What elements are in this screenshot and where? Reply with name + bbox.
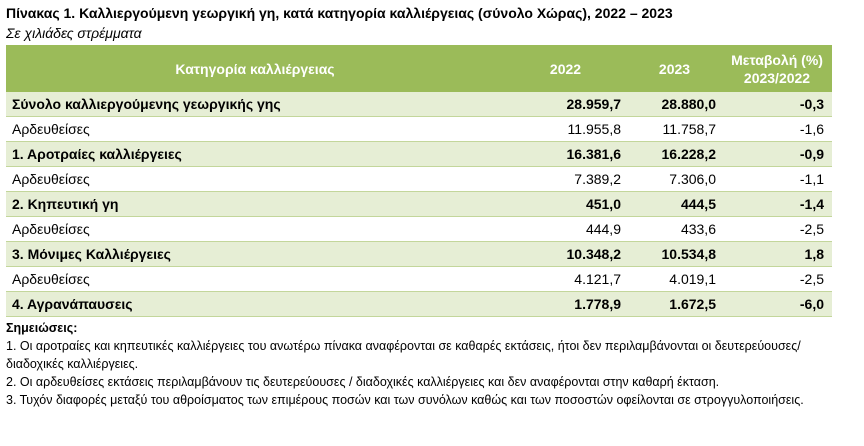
cell-2023: 10.534,8 [627, 242, 722, 267]
cell-2023: 28.880,0 [627, 92, 722, 117]
cell-2023: 433,6 [627, 217, 722, 242]
cell-2023: 444,5 [627, 192, 722, 217]
row-label: 2. Κηπευτική γη [6, 192, 504, 217]
cell-2022: 7.389,2 [504, 167, 627, 192]
cell-2022: 11.955,8 [504, 117, 627, 142]
header-change-line1: Μεταβολή (%) [731, 51, 823, 68]
cell-2022: 16.381,6 [504, 142, 627, 167]
note-item-2: 2. Οι αρδευθείσες εκτάσεις περιλαμβάνουν τις δευτερεύουσες / διαδοχικές καλλιέργειες και δεν αναφέρονται στην καθαρή έκταση. [6, 375, 720, 389]
note-item-1: 1. Οι αροτραίες και κηπευτικές καλλιέργειες του ανωτέρω πίνακα αναφέρονται σε καθαρές εκτάσεις, ήτοι δεν περιλαμβάνονται οι δευτερεύουσες/διαδοχικές καλλιέργειες. [6, 339, 801, 371]
cell-change: -6,0 [722, 292, 832, 317]
cell-2023: 1.672,5 [627, 292, 722, 317]
header-category: Κατηγορία καλλιέργειας [6, 45, 504, 92]
cell-2022: 4.121,7 [504, 267, 627, 292]
cell-2022: 444,9 [504, 217, 627, 242]
row-label: Αρδευθείσες [6, 267, 504, 292]
cell-change: -0,3 [722, 92, 832, 117]
table-row-irrigated [6, 167, 832, 192]
header-change [722, 45, 832, 92]
cell-change: -1,4 [722, 192, 832, 217]
row-label: Αρδευθείσες [6, 217, 504, 242]
table-header [6, 45, 832, 92]
cell-change: 1,8 [722, 242, 832, 267]
row-label: 1. Αροτραίες καλλιέργειες [6, 142, 504, 167]
cell-2023: 7.306,0 [627, 167, 722, 192]
cell-change: -1,1 [722, 167, 832, 192]
cell-2023: 11.758,7 [627, 117, 722, 142]
cell-2023: 4.019,1 [627, 267, 722, 292]
header-change-line2: 2023/2022 [743, 69, 811, 86]
cultivated-land-table [6, 45, 832, 317]
header-year-2023: 2023 [627, 45, 722, 92]
row-label: 4. Αγρανάπαυσεις [6, 292, 504, 317]
cell-2023: 16.228,2 [627, 142, 722, 167]
notes-heading: Σημειώσεις: [6, 321, 78, 335]
table-row-irrigated [6, 117, 832, 142]
table-row-category [6, 292, 832, 317]
table-row-category [6, 242, 832, 267]
cell-change: -2,5 [722, 217, 832, 242]
cell-2022: 1.778,9 [504, 292, 627, 317]
cell-2022: 451,0 [504, 192, 627, 217]
table-row-category [6, 192, 832, 217]
note-item-3: 3. Τυχόν διαφορές μεταξύ του αθροίσματος των επιμέρους ποσών και των συνόλων καθώς και των ποσοστών οφείλονται σε στρογγυλοποιήσεις. [6, 393, 804, 407]
table-row-irrigated [6, 267, 832, 292]
row-label: 3. Μόνιμες Καλλιέργειες [6, 242, 504, 267]
table-subtitle: Σε χιλιάδες στρέμματα [6, 25, 142, 41]
notes-section [6, 319, 836, 409]
cell-change: -1,6 [722, 117, 832, 142]
header-row [6, 45, 832, 92]
cell-change: -0,9 [722, 142, 832, 167]
table-title: Πίνακας 1. Καλλιεργούμενη γεωργική γη, κατά κατηγορία καλλιέργειας (σύνολο Χώρας), 2022 – 2023 [6, 5, 673, 21]
cell-change: -2,5 [722, 267, 832, 292]
table-body [6, 92, 832, 317]
cell-2022: 10.348,2 [504, 242, 627, 267]
table-row-category [6, 142, 832, 167]
cell-2022: 28.959,7 [504, 92, 627, 117]
table-row-irrigated [6, 217, 832, 242]
header-year-2022: 2022 [504, 45, 627, 92]
row-label: Αρδευθείσες [6, 117, 504, 142]
row-label: Σύνολο καλλιεργούμενης γεωργικής γης [6, 92, 504, 117]
row-label: Αρδευθείσες [6, 167, 504, 192]
table-row-total [6, 92, 832, 117]
